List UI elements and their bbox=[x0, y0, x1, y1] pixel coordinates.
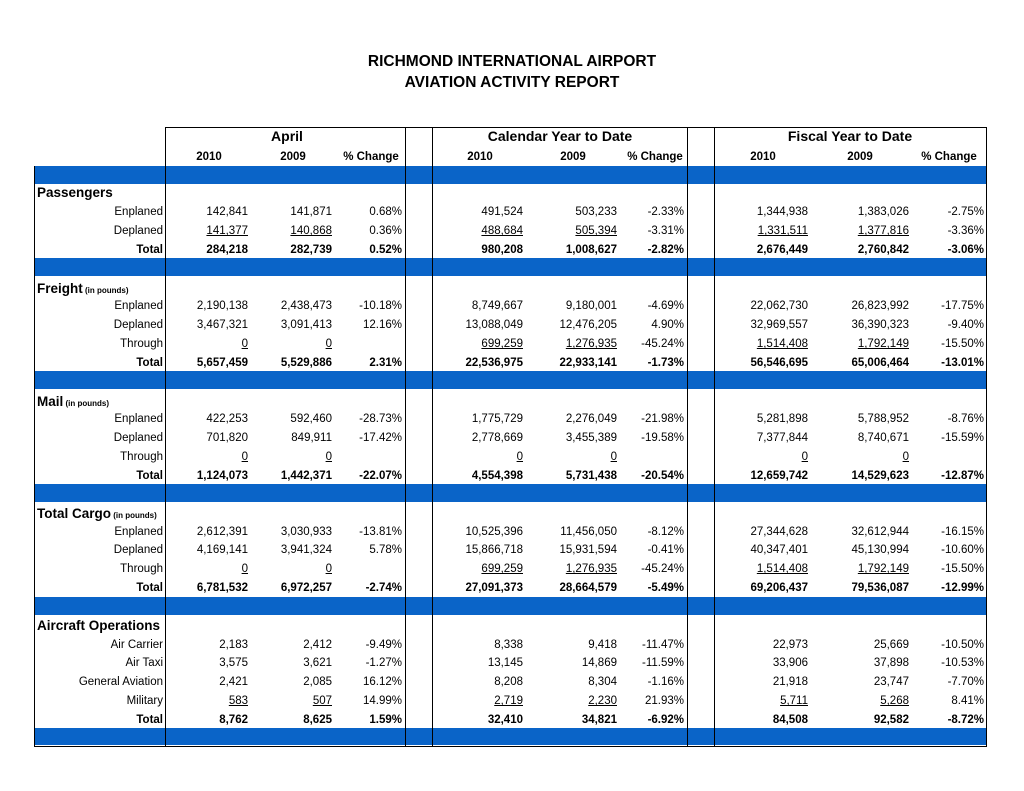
section-divider-band bbox=[34, 166, 986, 184]
table-cell: 1,008,627 bbox=[565, 244, 617, 256]
table-cell: 14,869 bbox=[581, 657, 617, 669]
table-cell: 1,514,408 bbox=[756, 563, 808, 575]
table-cell: 0 bbox=[516, 451, 523, 463]
table-cell: 1,331,511 bbox=[757, 225, 808, 237]
table-cell: 5,268 bbox=[880, 695, 909, 707]
table-cell: -9.40% bbox=[947, 319, 984, 331]
section-divider-band bbox=[34, 484, 986, 502]
table-cell: 34,821 bbox=[581, 714, 617, 726]
table-cell: -17.75% bbox=[941, 300, 984, 312]
table-cell: 10,525,396 bbox=[465, 526, 523, 538]
table-cell: 6,781,532 bbox=[196, 582, 248, 594]
table-cell: 0 bbox=[325, 338, 332, 350]
table-cell: 22,536,975 bbox=[465, 357, 523, 369]
table-cell: 0 bbox=[902, 451, 909, 463]
section-name: Total Cargo bbox=[37, 506, 111, 521]
table-cell: -6.92% bbox=[647, 714, 684, 726]
table-cell: 1,124,073 bbox=[196, 470, 248, 482]
table-cell: -0.41% bbox=[647, 544, 684, 556]
table-cell: -15.59% bbox=[941, 432, 984, 444]
table-cell: 2,676,449 bbox=[756, 244, 808, 256]
column-divider bbox=[986, 127, 987, 746]
table-cell: -3.06% bbox=[947, 244, 984, 256]
table-cell: 1,792,149 bbox=[857, 338, 909, 350]
table-cell: -4.69% bbox=[647, 300, 684, 312]
table-cell: 701,820 bbox=[206, 432, 248, 444]
table-cell: 0.36% bbox=[369, 225, 402, 237]
table-cell: 3,030,933 bbox=[280, 526, 332, 538]
section-name: Aircraft Operations bbox=[37, 618, 161, 633]
table-cell: 2,085 bbox=[303, 676, 332, 688]
section-name: Freight bbox=[37, 281, 83, 296]
table-cell: -22.07% bbox=[359, 470, 402, 482]
table-cell: 37,898 bbox=[873, 657, 909, 669]
table-cell: 27,344,628 bbox=[750, 526, 808, 538]
table-cell: -12.87% bbox=[941, 470, 984, 482]
table-cell: -21.98% bbox=[641, 413, 684, 425]
table-cell: 849,911 bbox=[291, 432, 332, 444]
row-label: General Aviation bbox=[78, 676, 163, 688]
table-cell: 2,421 bbox=[219, 676, 248, 688]
table-cell: 45,130,994 bbox=[851, 544, 909, 556]
row-label: Total bbox=[136, 582, 163, 594]
table-cell: 141,377 bbox=[206, 225, 248, 237]
table-cell: 5,281,898 bbox=[756, 413, 808, 425]
section-unit-note: (in pounds) bbox=[63, 399, 110, 408]
table-cell: 2,276,049 bbox=[565, 413, 617, 425]
table-cell: 21,918 bbox=[772, 676, 808, 688]
table-cell: 8.41% bbox=[951, 695, 984, 707]
column-header: % Change bbox=[343, 151, 399, 163]
table-cell: 1,383,026 bbox=[857, 206, 909, 218]
row-label: Air Taxi bbox=[125, 657, 163, 669]
table-cell: 84,508 bbox=[772, 714, 808, 726]
table-cell: 8,625 bbox=[303, 714, 332, 726]
row-label: Through bbox=[120, 451, 163, 463]
table-cell: 4,169,141 bbox=[196, 544, 248, 556]
table-cell: 14,529,623 bbox=[851, 470, 909, 482]
table-cell: 12,659,742 bbox=[750, 470, 808, 482]
table-cell: 32,969,557 bbox=[750, 319, 808, 331]
table-cell: 8,740,671 bbox=[857, 432, 909, 444]
table-cell: -8.12% bbox=[647, 526, 684, 538]
table-cell: 3,575 bbox=[219, 657, 248, 669]
table-cell: 1,792,149 bbox=[857, 563, 909, 575]
section-header bbox=[37, 507, 157, 523]
table-cell: 422,253 bbox=[206, 413, 248, 425]
table-cell: -5.49% bbox=[647, 582, 684, 594]
table-cell: 13,145 bbox=[487, 657, 523, 669]
column-header: % Change bbox=[921, 151, 977, 163]
table-cell: 491,524 bbox=[481, 206, 523, 218]
table-cell: 1,775,729 bbox=[471, 413, 523, 425]
table-cell: 2,230 bbox=[588, 695, 617, 707]
table-cell: 282,739 bbox=[290, 244, 332, 256]
row-label: Enplaned bbox=[114, 526, 163, 538]
table-cell: 0 bbox=[241, 563, 248, 575]
table-cell: 5,788,952 bbox=[857, 413, 909, 425]
table-cell: 2,183 bbox=[219, 639, 248, 651]
row-label: Enplaned bbox=[114, 300, 163, 312]
row-label: Military bbox=[126, 695, 163, 707]
table-cell: 2,760,842 bbox=[857, 244, 909, 256]
section-divider-band bbox=[34, 258, 986, 276]
table-cell: -28.73% bbox=[359, 413, 402, 425]
table-cell: 2,612,391 bbox=[196, 526, 248, 538]
column-header: 2009 bbox=[560, 151, 586, 163]
table-cell: 22,973 bbox=[772, 639, 808, 651]
row-label: Through bbox=[120, 338, 163, 350]
report-title: RICHMOND INTERNATIONAL AIRPORT bbox=[367, 53, 657, 70]
row-label: Total bbox=[136, 357, 163, 369]
table-cell: -19.58% bbox=[641, 432, 684, 444]
table-cell: -10.53% bbox=[941, 657, 984, 669]
row-label: Through bbox=[120, 563, 163, 575]
table-cell: 284,218 bbox=[206, 244, 248, 256]
row-label: Enplaned bbox=[114, 206, 163, 218]
table-cell: -10.60% bbox=[941, 544, 984, 556]
table-cell: 32,612,944 bbox=[851, 526, 909, 538]
table-cell: -15.50% bbox=[941, 563, 984, 575]
table-cell: -7.70% bbox=[947, 676, 984, 688]
table-cell: 27,091,373 bbox=[465, 582, 523, 594]
table-cell: 5,711 bbox=[780, 695, 808, 707]
section-divider-band bbox=[34, 597, 986, 615]
table-cell: 0.68% bbox=[369, 206, 402, 218]
table-cell: -17.42% bbox=[359, 432, 402, 444]
table-cell: -13.81% bbox=[359, 526, 402, 538]
table-cell: 0 bbox=[325, 563, 332, 575]
table-cell: -12.99% bbox=[941, 582, 984, 594]
table-cell: 25,669 bbox=[873, 639, 909, 651]
table-cell: -2.74% bbox=[365, 582, 402, 594]
table-cell: 26,823,992 bbox=[851, 300, 909, 312]
table-cell: 22,933,141 bbox=[559, 357, 617, 369]
table-bottom-border bbox=[34, 746, 987, 747]
table-cell: 142,841 bbox=[206, 206, 248, 218]
table-cell: 2,438,473 bbox=[280, 300, 332, 312]
table-cell: 3,941,324 bbox=[280, 544, 332, 556]
table-cell: 505,394 bbox=[575, 225, 617, 237]
table-cell: -8.76% bbox=[947, 413, 984, 425]
table-cell: 0.52% bbox=[369, 244, 402, 256]
column-header: 2010 bbox=[467, 151, 493, 163]
section-header bbox=[37, 619, 160, 634]
table-cell: 699,259 bbox=[481, 338, 523, 350]
table-cell: -15.50% bbox=[941, 338, 984, 350]
table-cell: 503,233 bbox=[575, 206, 617, 218]
table-cell: 21.93% bbox=[644, 695, 684, 707]
table-cell: 22,062,730 bbox=[750, 300, 808, 312]
column-divider bbox=[405, 127, 406, 746]
table-cell: -9.49% bbox=[365, 639, 402, 651]
section-unit-note: (in pounds) bbox=[82, 286, 129, 295]
table-cell: -1.73% bbox=[647, 357, 684, 369]
column-header: 2009 bbox=[280, 151, 306, 163]
table-cell: 3,455,389 bbox=[565, 432, 617, 444]
table-cell: 8,749,667 bbox=[471, 300, 523, 312]
table-cell: 5,731,438 bbox=[565, 470, 617, 482]
row-label: Total bbox=[136, 244, 163, 256]
table-cell: 15,866,718 bbox=[465, 544, 523, 556]
table-cell: -20.54% bbox=[641, 470, 684, 482]
table-cell: 69,206,437 bbox=[750, 582, 808, 594]
section-unit-note: (in pounds) bbox=[111, 511, 157, 520]
column-divider bbox=[687, 127, 688, 746]
table-cell: -2.82% bbox=[647, 244, 684, 256]
report-subtitle: AVIATION ACTIVITY REPORT bbox=[404, 74, 620, 91]
table-cell: 12.16% bbox=[362, 319, 402, 331]
table-cell: 0 bbox=[801, 451, 808, 463]
table-cell: -45.24% bbox=[641, 338, 684, 350]
table-cell: 2,412 bbox=[303, 639, 332, 651]
table-cell: 3,467,321 bbox=[196, 319, 248, 331]
table-cell: -11.47% bbox=[642, 639, 684, 651]
table-cell: 79,536,087 bbox=[851, 582, 909, 594]
table-cell: 1,276,935 bbox=[565, 338, 617, 350]
table-cell: -16.15% bbox=[941, 526, 984, 538]
table-cell: 3,621 bbox=[303, 657, 332, 669]
table-cell: 92,582 bbox=[873, 714, 909, 726]
table-cell: 13,088,049 bbox=[465, 319, 523, 331]
table-cell: 15,931,594 bbox=[559, 544, 617, 556]
row-label: Deplaned bbox=[113, 319, 163, 331]
table-cell: 699,259 bbox=[481, 563, 523, 575]
table-cell: 141,871 bbox=[290, 206, 332, 218]
table-cell: 5.78% bbox=[369, 544, 402, 556]
table-cell: -3.31% bbox=[647, 225, 684, 237]
row-label: Total bbox=[136, 470, 163, 482]
row-label: Deplaned bbox=[113, 544, 163, 556]
section-divider-band bbox=[34, 728, 986, 745]
row-label: Enplaned bbox=[114, 413, 163, 425]
table-cell: 8,304 bbox=[588, 676, 617, 688]
table-cell: 592,460 bbox=[290, 413, 332, 425]
table-cell: 40,347,401 bbox=[750, 544, 808, 556]
table-cell: 28,664,579 bbox=[559, 582, 617, 594]
column-header: 2010 bbox=[196, 151, 222, 163]
section-divider-band bbox=[34, 371, 986, 389]
table-cell: 65,006,464 bbox=[851, 357, 909, 369]
table-cell: -3.36% bbox=[947, 225, 984, 237]
table-cell: 1,377,816 bbox=[857, 225, 909, 237]
section-header bbox=[37, 282, 129, 298]
section-name: Passengers bbox=[37, 185, 113, 200]
row-label: Total bbox=[136, 714, 163, 726]
table-cell: 2,719 bbox=[494, 695, 523, 707]
table-cell: 7,377,844 bbox=[756, 432, 808, 444]
table-cell: 980,208 bbox=[481, 244, 523, 256]
table-cell: 583 bbox=[228, 695, 248, 707]
group-header: April bbox=[271, 128, 303, 144]
table-cell: 1,442,371 bbox=[280, 470, 332, 482]
table-cell: 1,514,408 bbox=[756, 338, 808, 350]
row-label: Air Carrier bbox=[110, 639, 163, 651]
table-cell: -2.75% bbox=[947, 206, 984, 218]
table-cell: 5,529,886 bbox=[280, 357, 332, 369]
table-cell: 9,418 bbox=[588, 639, 617, 651]
table-cell: 23,747 bbox=[873, 676, 909, 688]
section-name: Mail bbox=[37, 394, 64, 409]
table-cell: -2.33% bbox=[647, 206, 684, 218]
table-cell: 36,390,323 bbox=[851, 319, 909, 331]
table-cell: 4,554,398 bbox=[471, 470, 523, 482]
table-cell: -11.59% bbox=[642, 657, 684, 669]
table-cell: -8.72% bbox=[947, 714, 984, 726]
column-header: 2009 bbox=[847, 151, 873, 163]
table-cell: 12,476,205 bbox=[559, 319, 617, 331]
table-cell: 0 bbox=[325, 451, 332, 463]
table-cell: 2.31% bbox=[369, 357, 402, 369]
table-cell: 1,344,938 bbox=[756, 206, 808, 218]
table-cell: 9,180,001 bbox=[565, 300, 617, 312]
group-header: Calendar Year to Date bbox=[487, 128, 633, 144]
table-cell: -13.01% bbox=[941, 357, 984, 369]
section-header bbox=[37, 186, 113, 201]
column-header: % Change bbox=[627, 151, 683, 163]
row-label: Deplaned bbox=[113, 225, 163, 237]
table-cell: 8,762 bbox=[219, 714, 248, 726]
table-cell: 1.59% bbox=[369, 714, 402, 726]
table-cell: 507 bbox=[312, 695, 332, 707]
table-cell: 16.12% bbox=[362, 676, 402, 688]
table-cell: 140,868 bbox=[290, 225, 332, 237]
table-cell: 4.90% bbox=[651, 319, 684, 331]
table-cell: 14.99% bbox=[362, 695, 402, 707]
table-cell: 8,338 bbox=[494, 639, 523, 651]
table-cell: 11,456,050 bbox=[560, 526, 617, 538]
table-cell: -1.27% bbox=[365, 657, 402, 669]
column-header: 2010 bbox=[750, 151, 776, 163]
table-cell: 8,208 bbox=[494, 676, 523, 688]
group-header: Fiscal Year to Date bbox=[787, 128, 913, 144]
table-cell: 32,410 bbox=[487, 714, 523, 726]
table-cell: 488,684 bbox=[481, 225, 523, 237]
row-label: Deplaned bbox=[113, 432, 163, 444]
table-cell: 0 bbox=[241, 451, 248, 463]
table-cell: 2,190,138 bbox=[196, 300, 248, 312]
table-cell: 6,972,257 bbox=[280, 582, 332, 594]
section-header bbox=[37, 395, 109, 411]
table-cell: 5,657,459 bbox=[196, 357, 248, 369]
table-cell: 0 bbox=[610, 451, 617, 463]
table-cell: -10.50% bbox=[941, 639, 984, 651]
table-cell: 33,906 bbox=[772, 657, 808, 669]
table-cell: 1,276,935 bbox=[565, 563, 617, 575]
table-cell: -1.16% bbox=[647, 676, 684, 688]
table-cell: 56,546,695 bbox=[750, 357, 808, 369]
table-cell: -10.18% bbox=[359, 300, 402, 312]
table-cell: -45.24% bbox=[641, 563, 684, 575]
table-cell: 3,091,413 bbox=[280, 319, 332, 331]
table-cell: 2,778,669 bbox=[471, 432, 523, 444]
table-cell: 0 bbox=[241, 338, 248, 350]
